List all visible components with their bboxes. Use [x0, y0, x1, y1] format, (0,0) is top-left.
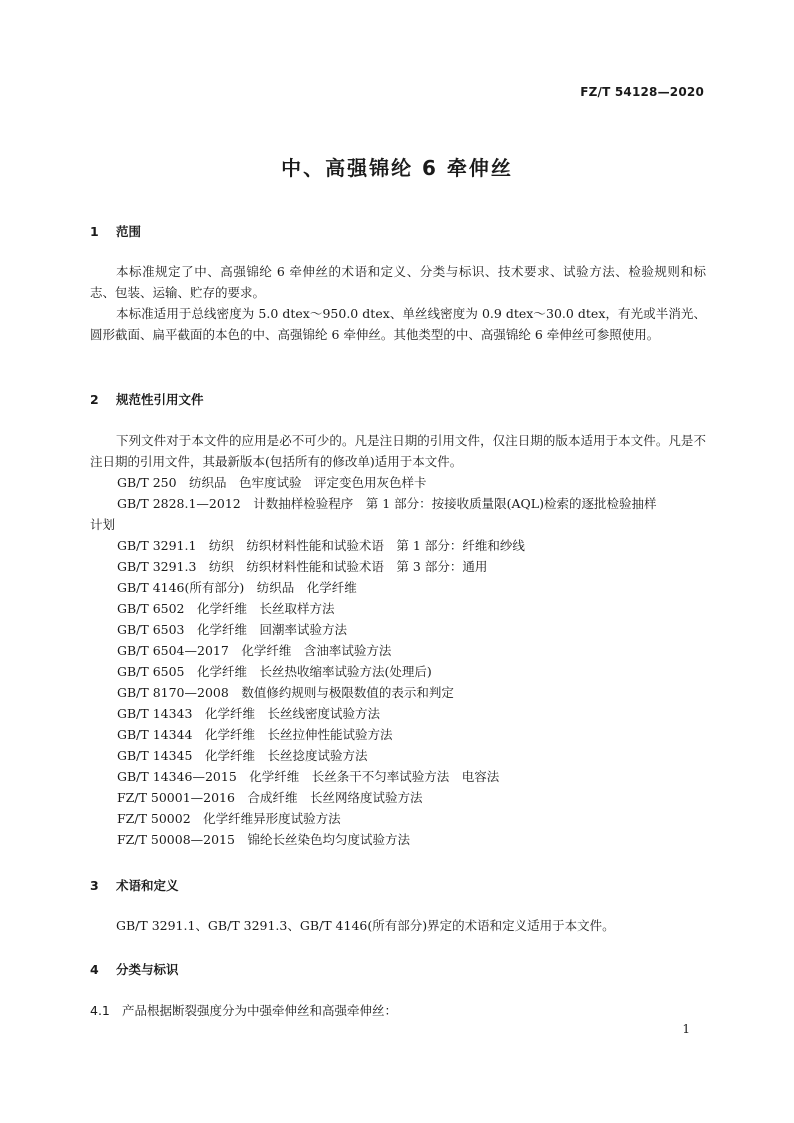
page-number: 1 — [682, 1022, 690, 1036]
section-4-heading — [90, 960, 179, 978]
reference-item: FZ/T 50001—2016 合成纤维 长丝网络度试验方法 — [117, 790, 423, 805]
reference-item: GB/T 8170—2008 数值修约规则与极限数值的表示和判定 — [117, 685, 454, 700]
section-number: 3 — [90, 878, 99, 893]
section-3-heading — [90, 876, 179, 894]
standard-code: FZ/T 54128—2020 — [580, 85, 704, 99]
reference-continuation: 计划 — [90, 517, 116, 532]
clause-number: 4.1 — [90, 1003, 110, 1018]
reference-item: GB/T 14343 化学纤维 长丝线密度试验方法 — [117, 706, 380, 721]
reference-item: FZ/T 50008—2015 锦纶长丝染色均匀度试验方法 — [117, 832, 410, 847]
scope-paragraph-1: 本标准规定了中、高强锦纶 6 牵伸丝的术语和定义、分类与标识、技术要求、试验方法、检验规则和标志、包装、运输、贮存的要求。 — [90, 264, 706, 300]
terms-paragraph: GB/T 3291.1、GB/T 3291.3、GB/T 4146(所有部分)界定的术语和定义适用于本文件。 — [116, 918, 615, 933]
normative-intro: 下列文件对于本文件的应用是必不可少的。凡是注日期的引用文件，仅注日期的版本适用于本文件。凡是不注日期的引用文件，其最新版本(包括所有的修改单)适用于本文件。 — [90, 433, 706, 469]
section-title: 术语和定义 — [116, 878, 179, 893]
reference-item: GB/T 6504—2017 化学纤维 含油率试验方法 — [117, 643, 392, 658]
reference-item: GB/T 4146(所有部分) 纺织品 化学纤维 — [117, 580, 357, 595]
clause-4-1 — [90, 1001, 397, 1019]
section-title: 范围 — [116, 224, 142, 239]
section-title: 规范性引用文件 — [116, 392, 204, 407]
section-title: 分类与标识 — [116, 962, 179, 977]
reference-item: GB/T 14346—2015 化学纤维 长丝条干不匀率试验方法 电容法 — [117, 769, 500, 784]
reference-item: GB/T 3291.1 纺织 纺织材料性能和试验术语 第 1 部分：纤维和纱线 — [117, 538, 525, 553]
reference-item: GB/T 6502 化学纤维 长丝取样方法 — [117, 601, 335, 616]
reference-text: GB/T 2828.1—2012 计数抽样检验程序 第 1 部分：按接收质量限(AQL)检索的逐批检验抽样 — [117, 496, 657, 511]
section-number: 4 — [90, 962, 99, 977]
reference-item: GB/T 6503 化学纤维 回潮率试验方法 — [117, 622, 348, 637]
clause-text: 产品根据断裂强度分为中强牵伸丝和高强牵伸丝： — [122, 1003, 398, 1018]
reference-item: GB/T 3291.3 纺织 纺织材料性能和试验术语 第 3 部分：通用 — [117, 559, 488, 574]
reference-item: GB/T 6505 化学纤维 长丝热收缩率试验方法(处理后) — [117, 664, 432, 679]
section-2-heading — [90, 390, 204, 408]
reference-item: FZ/T 50002 化学纤维异形度试验方法 — [117, 811, 341, 826]
document-title: 中、高强锦纶 6 牵伸丝 — [281, 156, 513, 180]
section-number: 2 — [90, 392, 99, 407]
reference-item: GB/T 250 纺织品 色牢度试验 评定变色用灰色样卡 — [117, 475, 427, 490]
reference-item: GB/T 14345 化学纤维 长丝捻度试验方法 — [117, 748, 368, 763]
reference-item — [90, 493, 706, 535]
reference-item: GB/T 14344 化学纤维 长丝拉伸性能试验方法 — [117, 727, 393, 742]
section-1-heading — [90, 222, 141, 240]
scope-paragraph-2: 本标准适用于总线密度为 5.0 dtex～950.0 dtex、单丝线密度为 0.9 dtex～30.0 dtex，有光或半消光、圆形截面、扁平截面的本色的中、高强锦纶 6 牵伸丝。其他类型的中、高强锦纶 6 牵伸丝可参照使用。 — [90, 306, 706, 342]
section-number: 1 — [90, 224, 99, 239]
